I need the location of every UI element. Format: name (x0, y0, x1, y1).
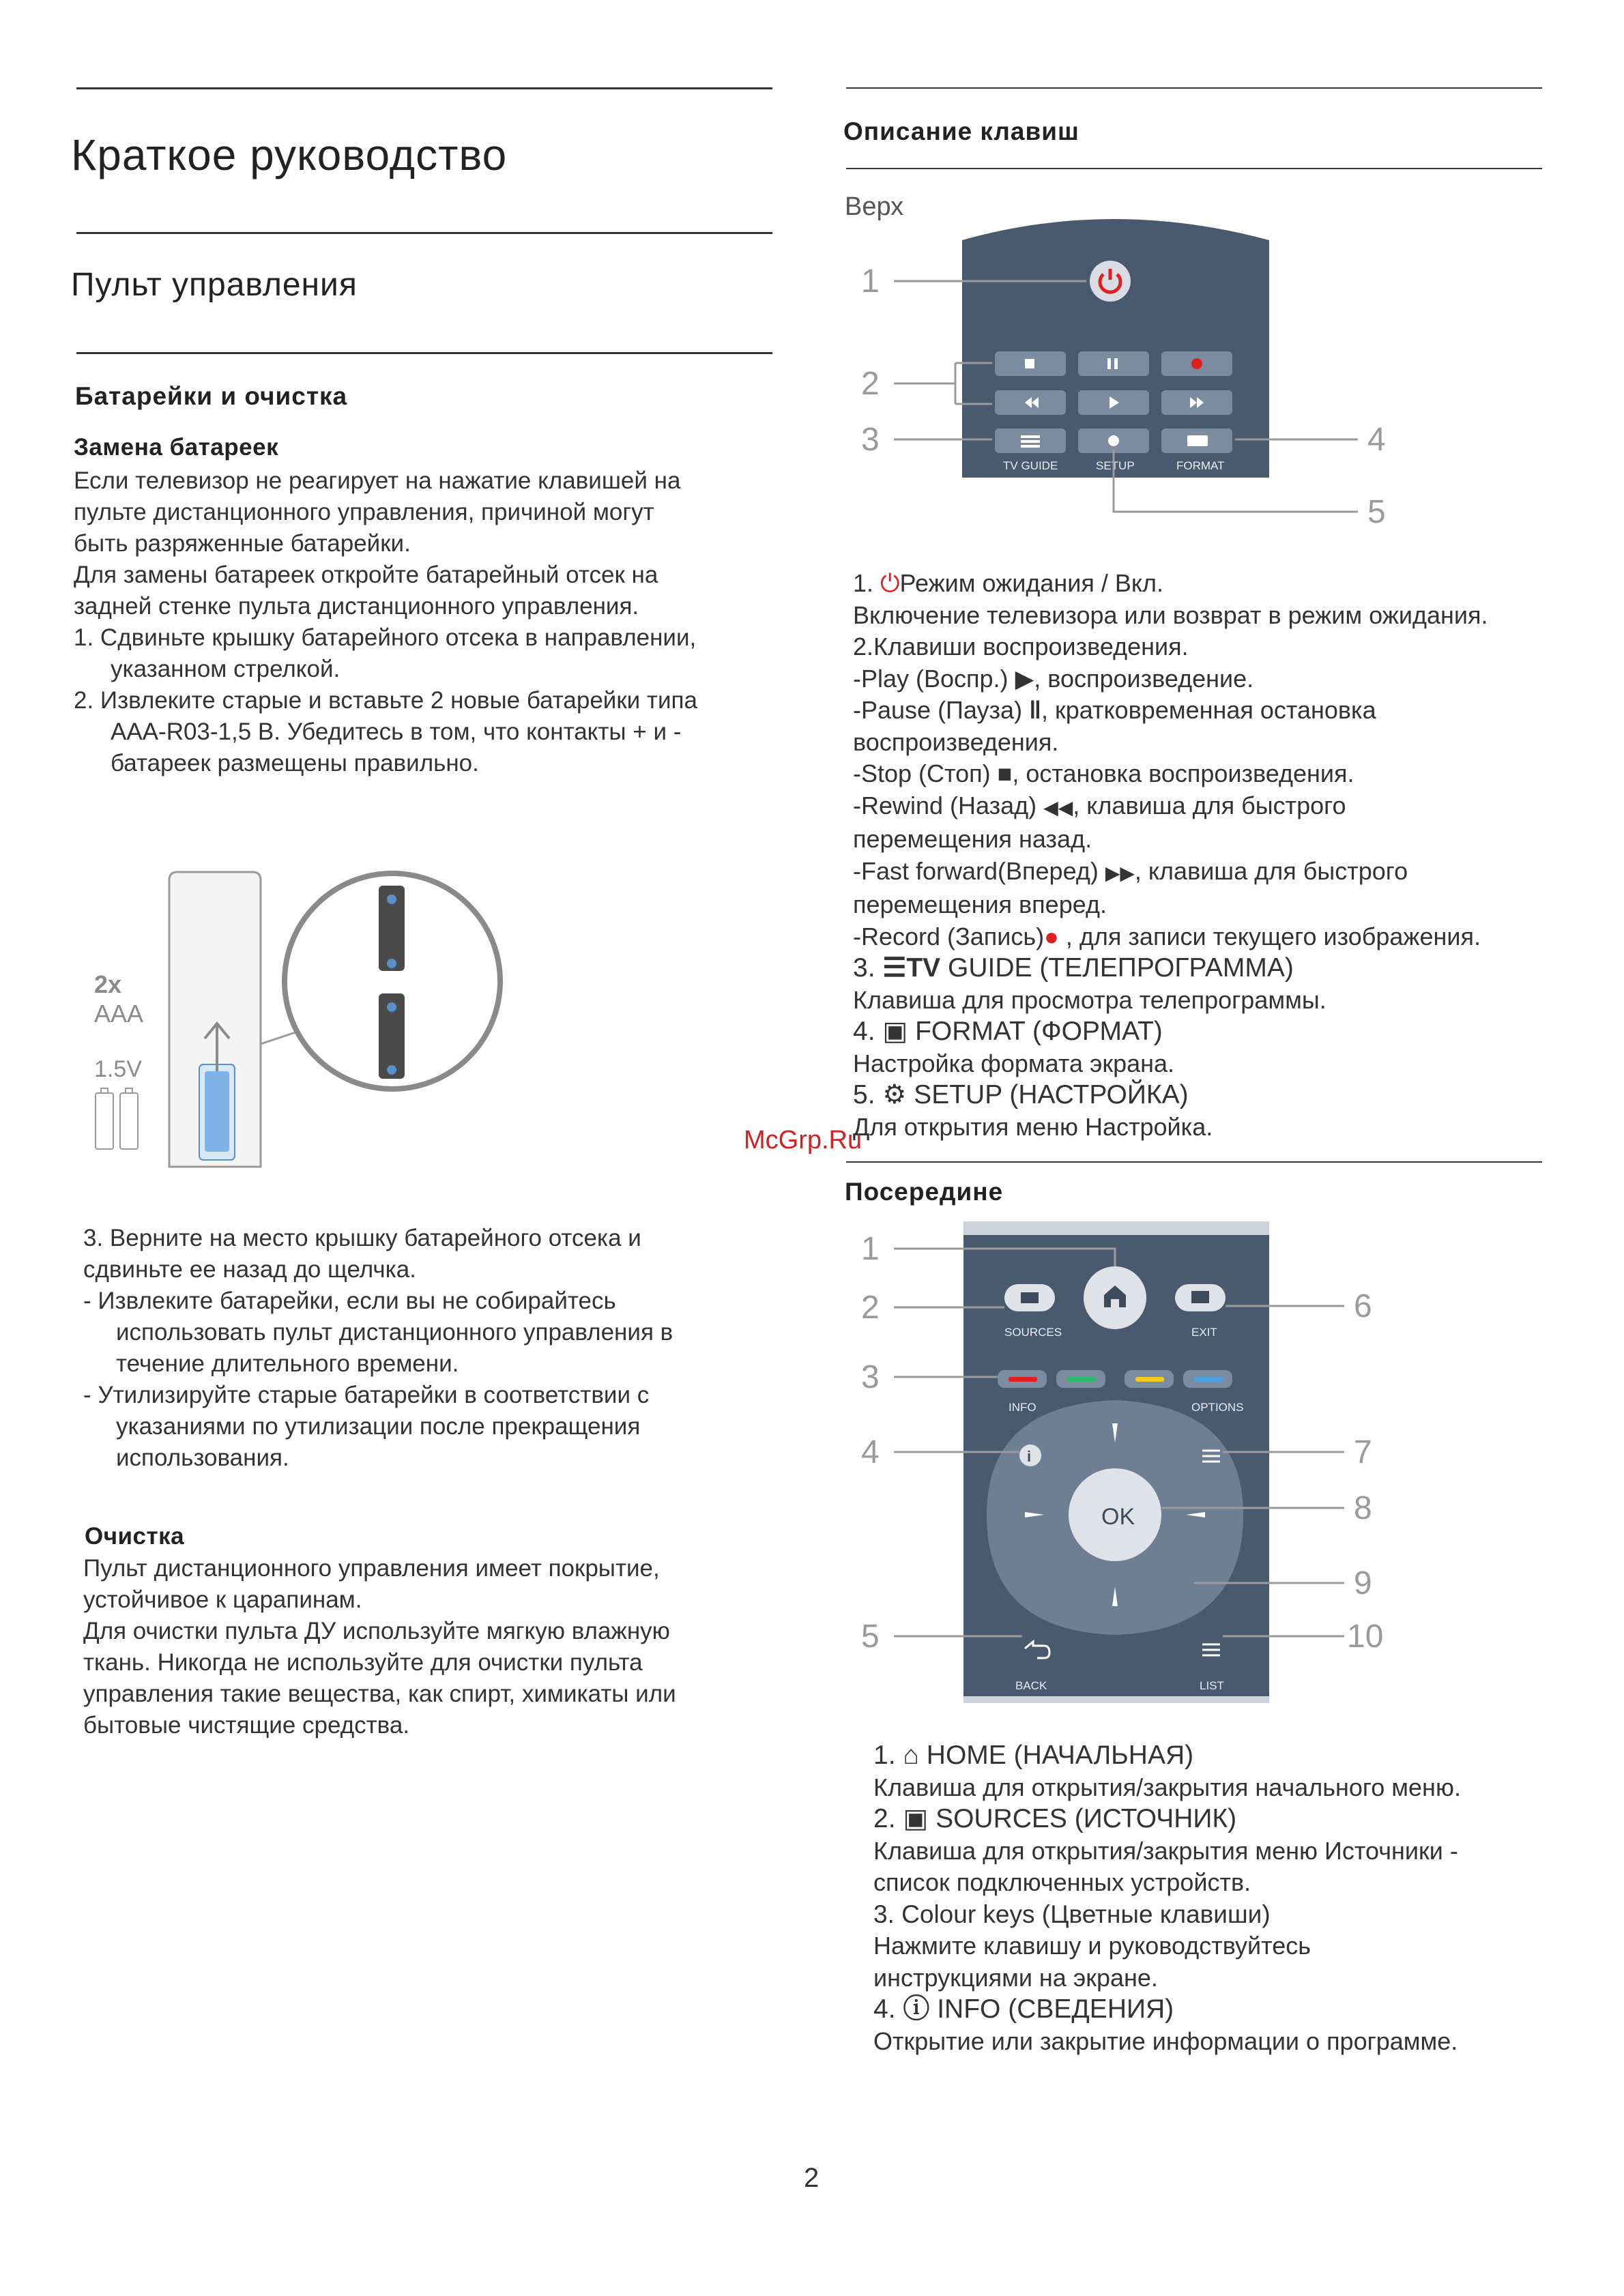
power-desc: Включение телевизора или возврат в режим ожидания. (853, 600, 1488, 629)
info-desc: Открытие или закрытие информации о программе. (873, 2026, 1458, 2055)
format-line: 4. ▣ FORMAT (ФОРМАТ) (853, 1017, 1163, 1046)
callout-m9: 9 (1354, 1565, 1372, 1601)
callout-1: 1 (861, 263, 880, 300)
info-label: INFO (1009, 1401, 1036, 1414)
middle-rule (846, 1161, 1542, 1163)
format-icon (1187, 435, 1208, 446)
callout-m6: 6 (1354, 1288, 1372, 1324)
info-icon: i (1027, 1448, 1032, 1465)
home-icon-inline: ⌂ (903, 1741, 919, 1770)
power-line: 1. ⏻Режим ожидания / Вкл. (853, 569, 1164, 597)
top-keys-description (853, 568, 1488, 1143)
power-button[interactable] (1090, 261, 1131, 302)
replace-line: задней стенке пульта дистанционного управления. (74, 593, 639, 620)
format-desc: Настройка формата экрана. (853, 1049, 1175, 1077)
colour-line: 3. Colour keys (Цветные клавиши) (873, 1900, 1271, 1928)
format-label: FORMAT (1176, 459, 1225, 472)
step-3: 3. Верните на место крышку батарейного отсека и (83, 1225, 641, 1251)
gear-icon (1108, 435, 1119, 446)
replace-line: Если телевизор не реагирует на нажатие клавишей на (74, 467, 681, 494)
options-label: OPTIONS (1191, 1401, 1244, 1414)
remote-back-icon (169, 872, 261, 1167)
power-icon-inline: ⏻ (880, 569, 900, 597)
pause-button[interactable] (1078, 351, 1149, 376)
ok-label: OK (1101, 1504, 1135, 1530)
callout-5: 5 (1367, 494, 1386, 530)
bullet-2-cont: использования. (116, 1444, 289, 1471)
setup-label: SETUP (1096, 459, 1135, 472)
step-2: 2. Извлеките старые и вставьте 2 новые батарейки типа (74, 687, 697, 714)
callout-3: 3 (861, 422, 880, 458)
guide-line: 3. ☰TV GUIDE (ТЕЛЕПРОГРАММА) (853, 953, 1294, 983)
replace-line: Для замены батареек откройте батарейный отсек на (74, 562, 658, 588)
battery-illustration (82, 867, 771, 1180)
stop-line: -Stop (Стоп) ■, остановка воспроизведения. (853, 759, 1354, 787)
info-line: 4. ⓘ INFO (СВЕДЕНИЯ) (873, 1994, 1174, 2024)
callout-m1: 1 (861, 1231, 880, 1267)
section-rule (76, 352, 772, 354)
clean-line: Пульт дистанционного управления имеет покрытие, (83, 1555, 660, 1582)
exit-label: EXIT (1191, 1326, 1217, 1339)
pause-icon-inline: ‖ (1029, 696, 1041, 724)
rewind-line-cont: перемещения назад. (853, 825, 1092, 853)
record-line: -Record (Запись)● , для записи текущего изображения. (853, 922, 1481, 950)
play-line: -Play (Воспр.) ▶, воспроизведение. (853, 664, 1254, 693)
gear-icon-inline: ⚙ (882, 1080, 907, 1109)
remote-top-figure (846, 212, 1460, 539)
replace-line: быть разряженные батарейки. (74, 530, 411, 557)
step-3-text (83, 1223, 673, 1474)
keys-heading: Описание клавиш (843, 117, 1079, 145)
callout-m3: 3 (861, 1359, 880, 1395)
step-2-cont: батареек размещены правильно. (111, 750, 479, 776)
callout-m8: 8 (1354, 1490, 1372, 1526)
step-1-cont: указанном стрелкой. (111, 656, 340, 682)
sources-desc: Клавиша для открытия/закрытия меню Источники - (873, 1836, 1458, 1865)
top-rule-right (846, 87, 1542, 89)
callout-m7: 7 (1354, 1434, 1372, 1470)
battery-count: 2x (94, 970, 122, 998)
home-line: 1. ⌂ HOME (НАЧАЛЬНАЯ) (873, 1741, 1194, 1770)
top-label: Верх (845, 192, 904, 221)
clean-line: устойчивое к царапинам. (83, 1586, 362, 1613)
sources-desc-cont: список подключенных устройств. (873, 1868, 1251, 1896)
info-icon-inline: ⓘ (903, 1994, 930, 2024)
sources-icon (1021, 1292, 1039, 1303)
callout-m10: 10 (1347, 1618, 1384, 1655)
battery-type: AAA (94, 1000, 144, 1028)
clean-heading: Очистка (85, 1523, 185, 1550)
callout-m2: 2 (861, 1290, 880, 1326)
fast-forward-icon-inline: ▶▶ (1105, 862, 1135, 884)
battery-zoom-icon (285, 873, 500, 1089)
title-rule (76, 232, 772, 234)
colour-desc-cont: инструкциями на экране. (873, 1963, 1158, 1992)
replace-line: пульте дистанционного управления, причиной могут (74, 499, 654, 525)
remote-middle-figure (846, 1221, 1460, 1713)
sources-icon-inline: ▣ (903, 1804, 929, 1833)
pause-line: -Pause (Пауза) ‖, кратковременная остановка (853, 696, 1376, 724)
playback-heading: 2.Клавиши воспроизведения. (853, 633, 1189, 660)
battery-heading: Батарейки и очистка (75, 382, 348, 410)
setup-desc: Для открытия меню Настройка. (853, 1112, 1213, 1141)
top-rule-left (76, 87, 772, 89)
bullet-2: - Утилизируйте старые батарейки в соответствии с (83, 1382, 650, 1408)
clean-line: управления такие вещества, как спирт, химикаты или (83, 1681, 676, 1707)
battery-voltage: 1.5V (94, 1056, 142, 1082)
back-label: BACK (1015, 1679, 1047, 1692)
clean-text (83, 1553, 676, 1741)
page-number: 2 (804, 2163, 820, 2193)
clean-line: Для очистки пульта ДУ используйте мягкую влажную (83, 1618, 670, 1644)
list-label: LIST (1200, 1679, 1224, 1692)
home-desc: Клавиша для открытия/закрытия начального меню. (873, 1773, 1461, 1801)
play-icon-inline: ▶ (1015, 664, 1034, 693)
guide-icon (1021, 435, 1040, 448)
record-icon (1191, 358, 1202, 369)
rewind-icon-inline: ◀◀ (1043, 796, 1073, 818)
setup-line: 5. ⚙ SETUP (НАСТРОЙКА) (853, 1080, 1189, 1109)
callout-m5: 5 (861, 1618, 880, 1655)
page-title: Краткое руководство (71, 130, 508, 179)
callout-m4: 4 (861, 1434, 880, 1470)
callout-2: 2 (861, 366, 880, 402)
replace-text (74, 465, 697, 779)
keys-rule (846, 168, 1542, 169)
guide-icon-inline: ☰ (882, 953, 907, 983)
bullet-1: - Извлеките батарейки, если вы не собирайтесь (83, 1288, 616, 1314)
section-title: Пульт управления (71, 267, 358, 303)
sources-label: SOURCES (1004, 1326, 1062, 1339)
bullet-1-cont: использовать пульт дистанционного управления в (116, 1319, 673, 1346)
stop-icon-inline: ■ (997, 759, 1013, 787)
watermark: McGrp.Ru (744, 1126, 862, 1154)
colour-desc: Нажмите клавишу и руководствуйтесь (873, 1932, 1311, 1960)
tv-icon (1191, 1291, 1209, 1303)
bullet-1-cont: течение длительного времени. (116, 1350, 459, 1377)
step-3-cont: сдвиньте ее назад до щелчка. (83, 1256, 416, 1283)
ff-line: -Fast forward(Вперед) ▶▶, клавиша для быстрого (853, 856, 1408, 885)
bullet-2-cont: указаниями по утилизации после прекращения (116, 1413, 641, 1440)
sources-line: 2. ▣ SOURCES (ИСТОЧНИК) (873, 1804, 1237, 1833)
step-2-cont: AAA-R03-1,5 В. Убедитесь в том, что контакты + и - (111, 718, 682, 745)
callout-4: 4 (1367, 422, 1386, 458)
guide-desc: Клавиша для просмотра телепрограммы. (853, 985, 1326, 1014)
middle-keys-description (873, 1740, 1461, 2057)
clean-line: ткань. Никогда не используйте для очистки пульта (83, 1649, 643, 1676)
battery-icons (96, 1088, 138, 1149)
pause-line-cont: воспроизведения. (853, 727, 1059, 756)
record-icon-inline: ● (1044, 922, 1059, 950)
step-1: 1. Сдвиньте крышку батарейного отсека в направлении, (74, 624, 697, 651)
replace-heading: Замена батареек (74, 434, 279, 461)
stop-icon (1025, 359, 1034, 368)
format-icon-inline: ▣ (882, 1017, 908, 1046)
rewind-line: -Rewind (Назад) ◀◀, клавиша для быстрого (853, 791, 1346, 819)
clean-line: бытовые чистящие средства. (83, 1712, 410, 1739)
tv-guide-label: TV GUIDE (1003, 459, 1058, 472)
middle-heading: Посередине (845, 1178, 1004, 1206)
ff-line-cont: перемещения вперед. (853, 890, 1107, 918)
